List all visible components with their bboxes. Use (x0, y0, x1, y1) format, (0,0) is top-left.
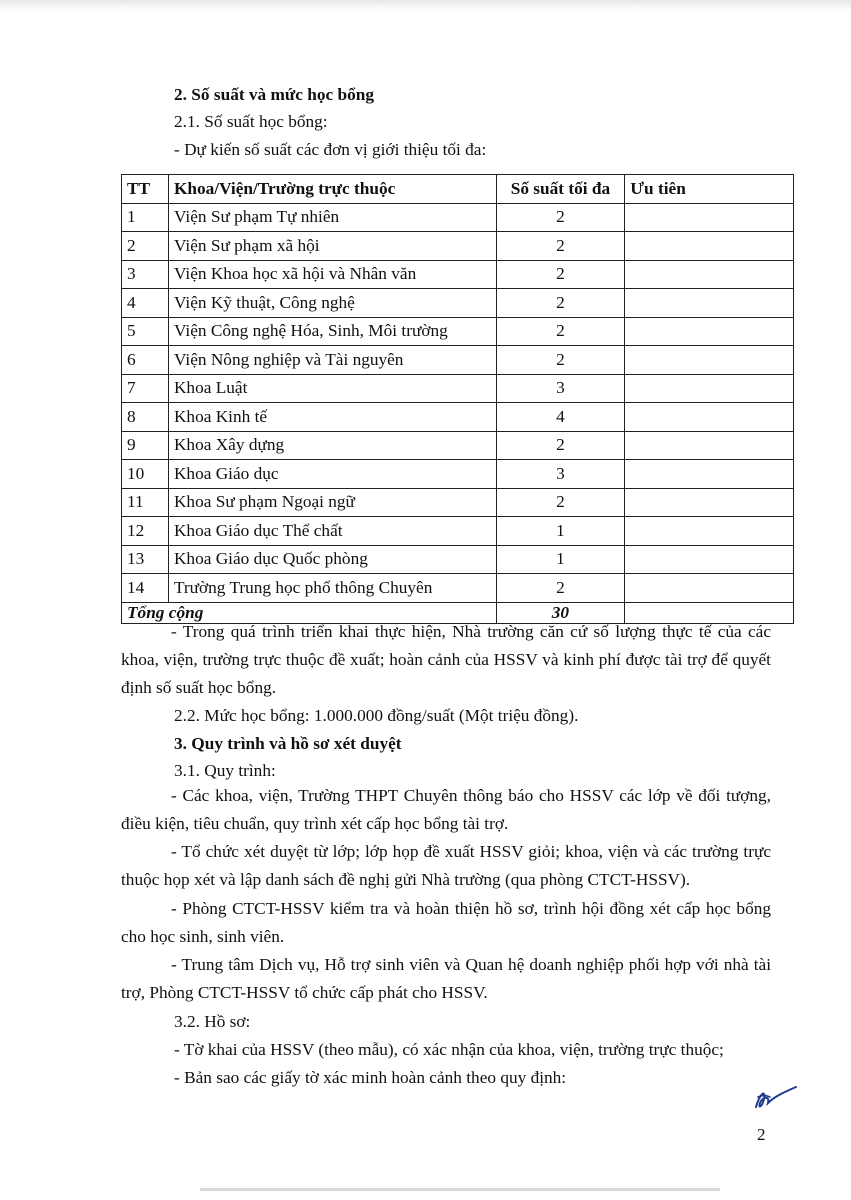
row-max-quota: 2 (496, 260, 625, 289)
row-tt: 5 (122, 317, 169, 346)
row-unit: Khoa Giáo dục Quốc phòng (168, 545, 496, 574)
row-max-quota: 2 (496, 232, 625, 261)
row-unit: Viện Kỹ thuật, Công nghệ (168, 289, 496, 318)
header-tt: TT (122, 175, 169, 204)
row-max-quota: 1 (496, 545, 625, 574)
table-row (122, 403, 794, 432)
paragraph-procedure-1: - Các khoa, viện, Trường THPT Chuyên thông báo cho HSSV các lớp về đối tượng, điều kiện, tiêu chuẩn, quy trình xét cấp học bổng tài trợ. (121, 786, 771, 833)
row-tt: 2 (122, 232, 169, 261)
row-unit: Khoa Xây dựng (168, 431, 496, 460)
row-max-quota: 4 (496, 403, 625, 432)
row-max-quota: 2 (496, 574, 625, 603)
section-2-heading: 2. Số suất và mức học bổng (174, 85, 375, 104)
paragraph-after-table: - Trong quá trình triển khai thực hiện, Nhà trường căn cứ số lượng thực tế của các khoa, viện, trường trực thuộc đề xuất; hoàn cảnh của HSSV và kinh phí được tài trợ để quyết định số suất học bổng. (121, 622, 771, 697)
scholarship-quota-table (121, 174, 794, 624)
row-tt: 1 (122, 203, 169, 232)
table-row (122, 545, 794, 574)
paragraph-dossier-2: - Bản sao các giấy tờ xác minh hoàn cảnh theo quy định: (174, 1068, 567, 1087)
row-priority (625, 545, 794, 574)
row-tt: 11 (122, 488, 169, 517)
row-tt: 10 (122, 460, 169, 489)
row-max-quota: 2 (496, 346, 625, 375)
row-priority (625, 517, 794, 546)
row-unit: Viện Nông nghiệp và Tài nguyên (168, 346, 496, 375)
row-priority (625, 260, 794, 289)
row-unit: Khoa Kinh tế (168, 403, 496, 432)
section-3-heading: 3. Quy trình và hồ sơ xét duyệt (174, 734, 402, 753)
row-unit: Viện Sư phạm Tự nhiên (168, 203, 496, 232)
section-3-1-heading: 3.1. Quy trình: (174, 761, 276, 780)
row-priority (625, 232, 794, 261)
row-tt: 3 (122, 260, 169, 289)
row-priority (625, 460, 794, 489)
table-row (122, 517, 794, 546)
row-max-quota: 2 (496, 289, 625, 318)
table-row (122, 289, 794, 318)
paragraph-procedure-4: - Trung tâm Dịch vụ, Hỗ trợ sinh viên và Quan hệ doanh nghiệp phối hợp với nhà tài trợ, Phòng CTCT-HSSV tổ chức cấp phát cho HSSV. (121, 955, 771, 1002)
row-priority (625, 203, 794, 232)
total-value: 30 (496, 602, 625, 623)
table-row (122, 431, 794, 460)
row-tt: 14 (122, 574, 169, 603)
row-tt: 13 (122, 545, 169, 574)
row-priority (625, 346, 794, 375)
row-tt: 4 (122, 289, 169, 318)
row-max-quota: 3 (496, 460, 625, 489)
row-unit: Khoa Luật (168, 374, 496, 403)
table-row (122, 574, 794, 603)
row-priority (625, 289, 794, 318)
row-tt: 9 (122, 431, 169, 460)
table-row (122, 488, 794, 517)
table-row (122, 374, 794, 403)
section-2-1-heading: 2.1. Số suất học bổng: (174, 112, 328, 131)
row-unit: Trường Trung học phổ thông Chuyên (168, 574, 496, 603)
header-priority: Ưu tiên (625, 175, 794, 204)
paragraph-dossier-1: - Tờ khai của HSSV (theo mẫu), có xác nhận của khoa, viện, trường trực thuộc; (174, 1040, 724, 1059)
row-priority (625, 488, 794, 517)
table-header-row (122, 175, 794, 204)
row-priority (625, 317, 794, 346)
row-tt: 12 (122, 517, 169, 546)
paragraph-procedure-3: - Phòng CTCT-HSSV kiểm tra và hoàn thiện hồ sơ, trình hội đồng xét cấp học bổng cho học sinh, sinh viên. (121, 899, 771, 946)
row-unit: Khoa Giáo dục (168, 460, 496, 489)
row-tt: 8 (122, 403, 169, 432)
row-tt: 7 (122, 374, 169, 403)
row-unit: Khoa Giáo dục Thể chất (168, 517, 496, 546)
row-priority (625, 374, 794, 403)
scan-edge-bottom (200, 1188, 720, 1191)
row-unit: Viện Công nghệ Hóa, Sinh, Môi trường (168, 317, 496, 346)
row-unit: Khoa Sư phạm Ngoại ngữ (168, 488, 496, 517)
row-tt: 6 (122, 346, 169, 375)
table-row (122, 203, 794, 232)
section-3-2-heading: 3.2. Hồ sơ: (174, 1012, 251, 1031)
row-max-quota: 1 (496, 517, 625, 546)
row-max-quota: 2 (496, 203, 625, 232)
table-row (122, 317, 794, 346)
initials-signature-icon (752, 1083, 800, 1113)
total-label: Tổng cộng (122, 602, 497, 623)
section-2-2-text: 2.2. Mức học bổng: 1.000.000 đồng/suất (Một triệu đồng). (174, 706, 579, 725)
table-row (122, 232, 794, 261)
table-row (122, 346, 794, 375)
row-max-quota: 2 (496, 488, 625, 517)
row-priority (625, 403, 794, 432)
row-unit: Viện Sư phạm xã hội (168, 232, 496, 261)
table-row (122, 260, 794, 289)
table-intro: - Dự kiến số suất các đơn vị giới thiệu tối đa: (174, 140, 487, 159)
row-unit: Viện Khoa học xã hội và Nhân văn (168, 260, 496, 289)
page-number: 2 (757, 1125, 766, 1144)
row-priority (625, 574, 794, 603)
paragraph-procedure-2: - Tổ chức xét duyệt từ lớp; lớp họp đề xuất HSSV giỏi; khoa, viện và các trường trực thuộc họp xét và lập danh sách đề nghị gửi Nhà trường (qua phòng CTCT-HSSV). (121, 842, 771, 889)
header-unit: Khoa/Viện/Trường trực thuộc (168, 175, 496, 204)
row-max-quota: 2 (496, 431, 625, 460)
row-max-quota: 3 (496, 374, 625, 403)
scan-edge-top (0, 0, 851, 10)
table-row (122, 460, 794, 489)
header-max-quota: Số suất tối đa (496, 175, 625, 204)
row-priority (625, 431, 794, 460)
row-max-quota: 2 (496, 317, 625, 346)
